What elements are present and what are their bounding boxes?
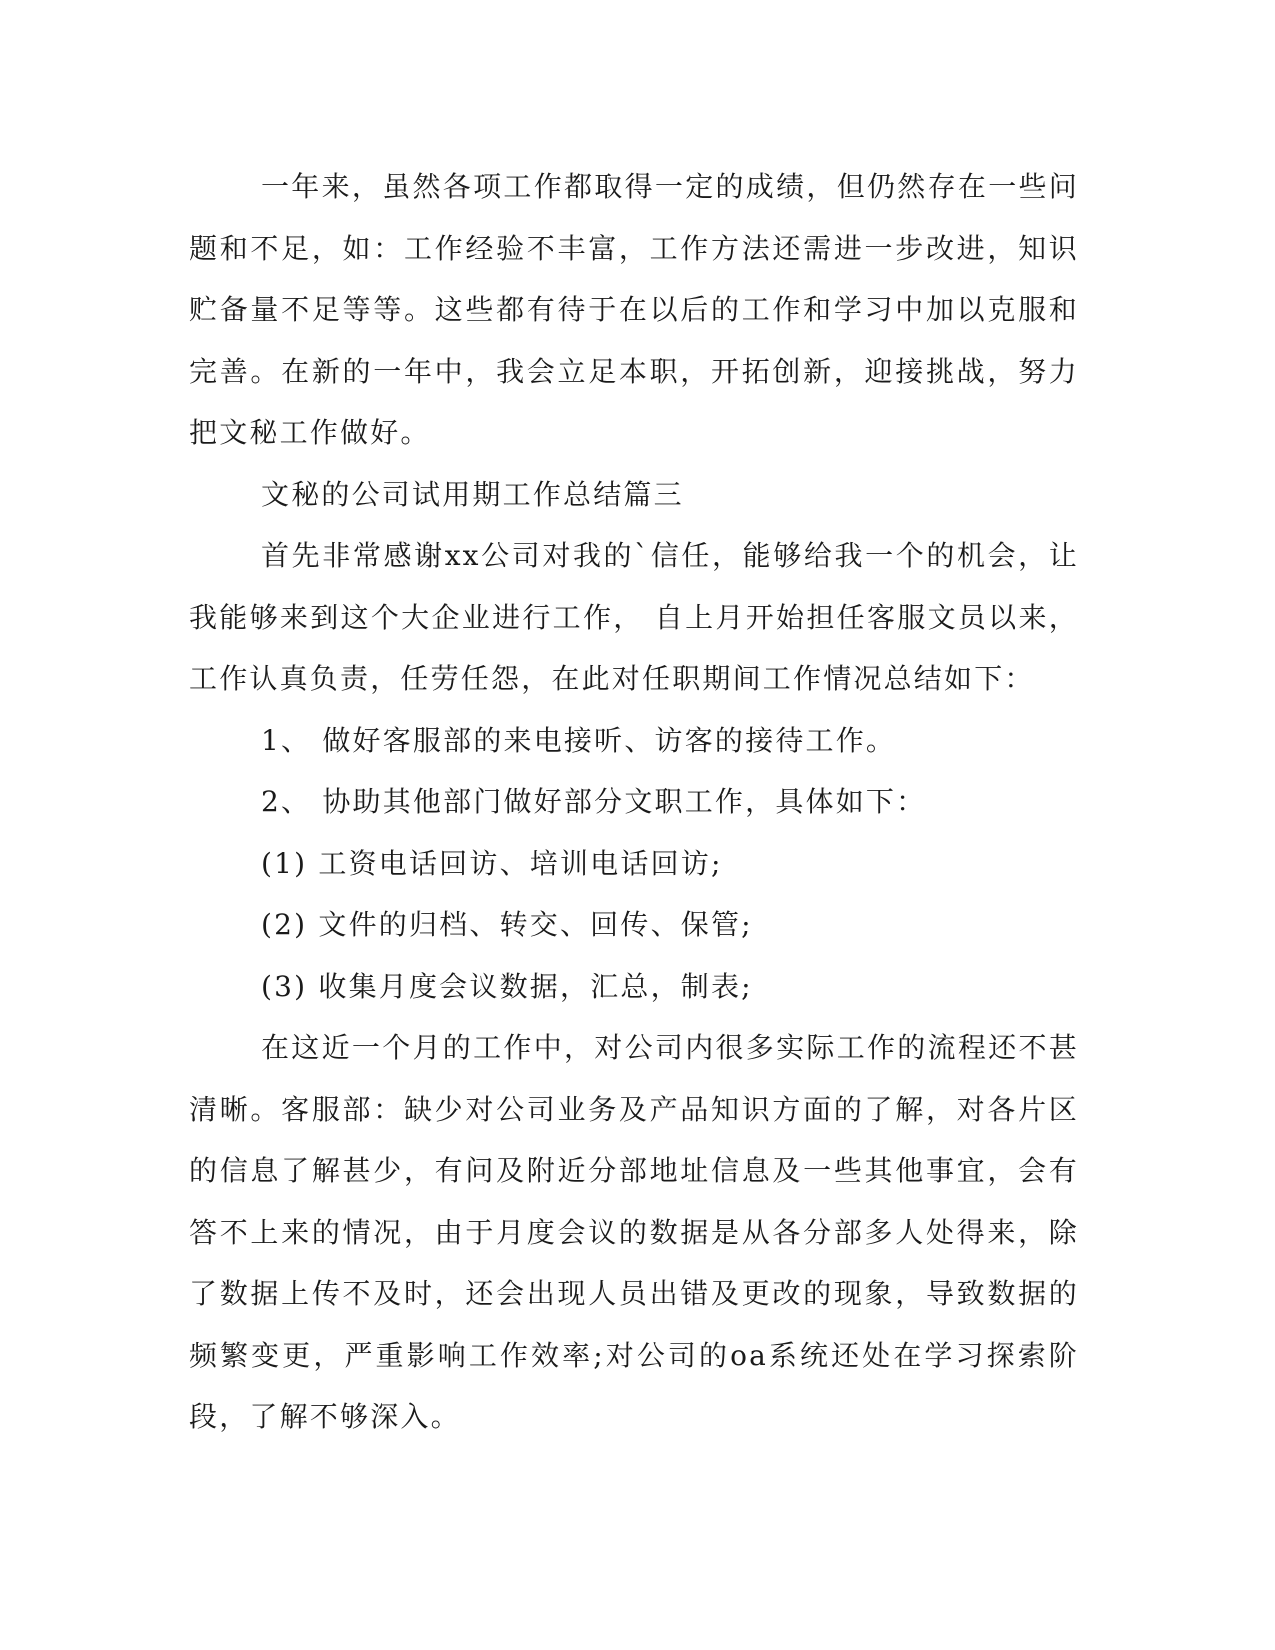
- sub-item-1: (1) 工资电话回访、培训电话回访;: [261, 846, 723, 880]
- document-body: [189, 156, 1079, 1448]
- paragraph-introduction: 首先非常感谢xx公司对我的`信任，能够给我一个的机会，让我能够来到这个大企业进行工作， 自上月开始担任客服文员以来，工作认真负责，任劳任怨，在此对任职期间工作情况总结如下：: [189, 539, 1079, 695]
- section-heading: 文秘的公司试用期工作总结篇三: [261, 477, 684, 511]
- sub-item-3: (3) 收集月度会议数据，汇总，制表;: [261, 969, 753, 1003]
- paragraph-shortcomings: 一年来，虽然各项工作都取得一定的成绩，但仍然存在一些问题和不足，如：工作经验不丰富，工作方法还需进一步改进，知识贮备量不足等等。这些都有待于在以后的工作和学习中加以克服和完善。在新的一年中，我会立足本职，开拓创新，迎接挑战，努力把文秘工作做好。: [189, 170, 1079, 449]
- paragraph-problems: 在这近一个月的工作中，对公司内很多实际工作的流程还不甚清晰。客服部：缺少对公司业务及产品知识方面的了解，对各片区的信息了解甚少，有问及附近分部地址信息及一些其他事宜，会有答不上来的情况，由于月度会议的数据是从各分部多人处得来，除了数据上传不及时，还会出现人员出错及更改的现象，导致数据的频繁变更，严重影响工作效率;对公司的oa系统还处在学习探索阶段，了解不够深入。: [189, 1031, 1079, 1433]
- sub-item-2: (2) 文件的归档、转交、回传、保管;: [261, 908, 753, 941]
- list-item-2: 2、 协助其他部门做好部分文职工作，具体如下：: [261, 785, 927, 818]
- list-item-1: 1、 做好客服部的来电接听、访客的接待工作。: [261, 723, 897, 757]
